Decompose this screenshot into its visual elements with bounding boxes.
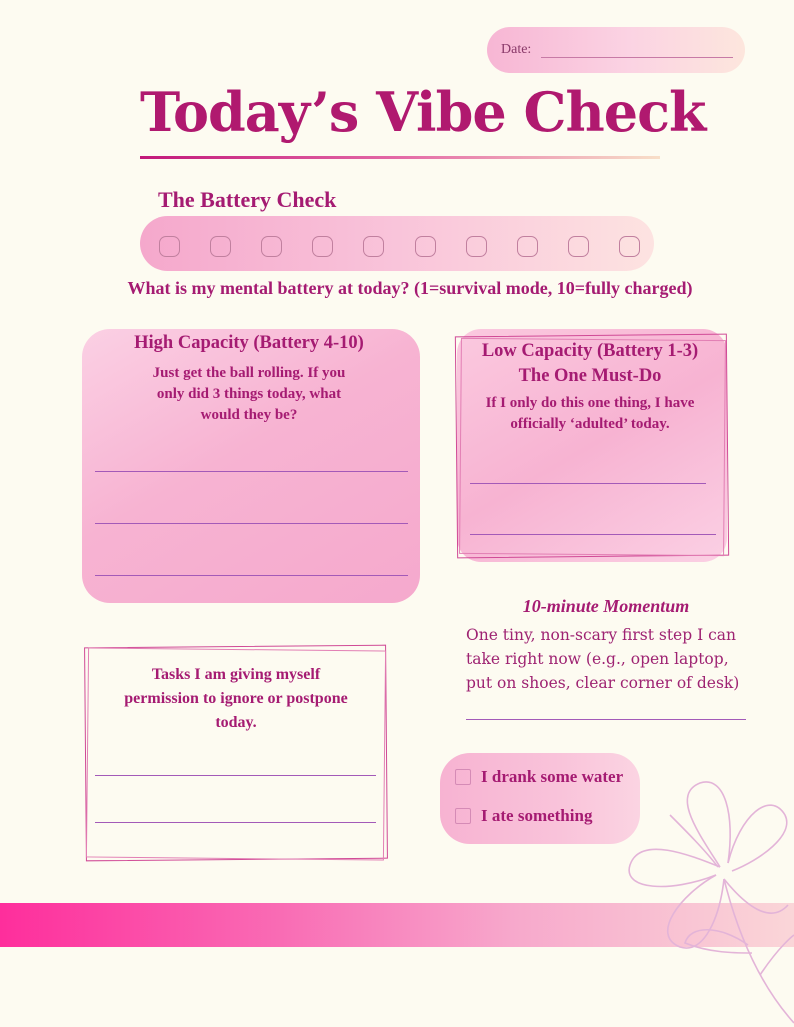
battery-option-5[interactable] bbox=[363, 236, 384, 257]
prompt-line: would they be? bbox=[200, 407, 298, 423]
battery-option-2[interactable] bbox=[210, 236, 231, 257]
prompt-line: Just get the ball rolling. If you bbox=[152, 365, 346, 381]
prompt-line: permission to ignore or postpone bbox=[124, 690, 348, 707]
checklist-label: I ate something bbox=[481, 806, 593, 825]
date-input-line[interactable] bbox=[541, 57, 733, 58]
battery-question: What is my mental battery at today? (1=survival mode, 10=fully charged) bbox=[127, 278, 693, 298]
low-capacity-subheading: The One Must-Do bbox=[518, 366, 662, 386]
high-capacity-heading: High Capacity (Battery 4-10) bbox=[134, 333, 364, 353]
checklist-label: I drank some water bbox=[481, 767, 624, 786]
battery-option-8[interactable] bbox=[517, 236, 538, 257]
prompt-line: take right now (e.g., open laptop, bbox=[466, 650, 729, 668]
checkbox[interactable] bbox=[455, 769, 471, 785]
low-capacity-card bbox=[457, 329, 727, 562]
battery-option-7[interactable] bbox=[466, 236, 487, 257]
momentum-answer-line[interactable] bbox=[466, 719, 746, 720]
date-field[interactable] bbox=[487, 27, 745, 73]
checklist-item-food[interactable] bbox=[455, 806, 592, 826]
battery-option-3[interactable] bbox=[261, 236, 282, 257]
prompt-line: If I only do this one thing, I have bbox=[485, 395, 695, 411]
checklist-item-water[interactable] bbox=[455, 767, 623, 787]
answer-line-1[interactable] bbox=[470, 483, 706, 484]
battery-heading: The Battery Check bbox=[158, 187, 337, 212]
battery-option-4[interactable] bbox=[312, 236, 333, 257]
answer-line-3[interactable] bbox=[95, 575, 408, 576]
low-capacity-prompt bbox=[457, 393, 723, 435]
battery-option-10[interactable] bbox=[619, 236, 640, 257]
momentum-prompt bbox=[466, 623, 766, 695]
prompt-line: only did 3 things today, what bbox=[156, 386, 342, 402]
prompt-line: One tiny, non-scary first step I can bbox=[466, 626, 737, 644]
battery-option-6[interactable] bbox=[415, 236, 436, 257]
battery-scale bbox=[140, 216, 654, 271]
checkbox[interactable] bbox=[455, 808, 471, 824]
prompt-line: put on shoes, clear corner of desk) bbox=[466, 674, 740, 692]
date-label: Date: bbox=[501, 42, 532, 57]
answer-line-2[interactable] bbox=[470, 534, 716, 535]
prompt-line: Tasks I am giving myself bbox=[151, 666, 321, 683]
answer-line-1[interactable] bbox=[95, 775, 376, 776]
prompt-line: today. bbox=[215, 714, 257, 731]
answer-line-2[interactable] bbox=[95, 523, 408, 524]
battery-option-9[interactable] bbox=[568, 236, 589, 257]
postpone-tasks-card bbox=[85, 646, 387, 860]
high-capacity-card bbox=[82, 329, 420, 603]
answer-line-2[interactable] bbox=[95, 822, 376, 823]
postpone-tasks-prompt bbox=[85, 663, 387, 735]
title-divider bbox=[140, 156, 660, 159]
high-capacity-prompt bbox=[92, 363, 406, 426]
battery-option-1[interactable] bbox=[159, 236, 180, 257]
answer-line-1[interactable] bbox=[95, 471, 408, 472]
flower-outline-icon bbox=[610, 775, 794, 1027]
momentum-heading: 10-minute Momentum bbox=[522, 596, 690, 616]
page-title: Today’s Vibe Check bbox=[140, 80, 706, 144]
prompt-line: officially ‘adulted’ today. bbox=[510, 416, 670, 432]
low-capacity-heading: Low Capacity (Battery 1-3) bbox=[481, 341, 699, 361]
